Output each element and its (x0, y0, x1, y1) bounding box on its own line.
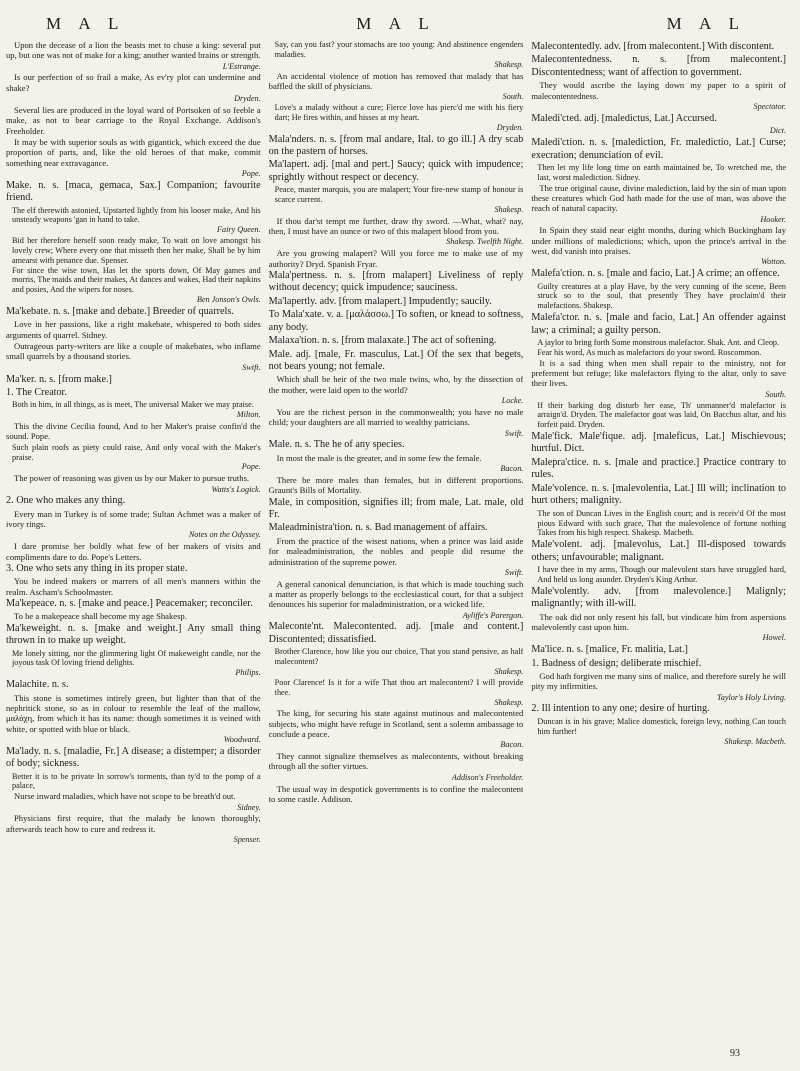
quotation-text: Love in her passions, like a right makebate, whispered to both sides arguments of quarrel. Sidney. (6, 319, 261, 340)
entry-headword: Malachite. n. s. (6, 679, 69, 691)
quotation-text: It may be with superior souls as with gigantick, which exceed the due proportion of parts, and, like the old heroes of that make, commit something near extravagance. (6, 136, 261, 168)
citation-source: Hooker. (760, 214, 786, 224)
verse-quotation: The son of Duncan Lives in the English court; and is receiv'd Of the most pious Edward with such grace, That the malevolence of fortune nothing Takes from his high respect. Shakesp. Macbeth. (537, 508, 786, 538)
entry-headword: Male, in composition, signifies ill; from male, Lat. male, old Fr. (268, 496, 524, 520)
verse-quotation: Guilty creatures at a play Have, by the very cunning of the scene, Been struck so to the soul, that presently They have proclaim'd their malefactions. Shakesp. (537, 281, 786, 311)
quotation-text: They cannot signalize themselves as malecontents, without breaking through all the softer virtues. (268, 751, 524, 772)
citation-source: Shakesp. (494, 667, 524, 676)
entry-headword: Ma'lapertly. adv. [from malapert.] Impudently; saucily. (268, 295, 492, 307)
citation-source: Milton. (236, 410, 261, 420)
citation-source: Shakesp. Macbeth. (724, 736, 786, 746)
header-right: M A L (666, 14, 746, 33)
sense-definition: 2. One who makes any thing. (6, 495, 126, 507)
entry-headword: Male. n. s. The he of any species. (268, 439, 405, 451)
citation-source: Bacon. (500, 464, 524, 474)
entry-headword: Male'volent. adj. [malevolus, Lat.] Ill-disposed towards others; unfavourable; malignant. (531, 539, 786, 563)
verse-quotation: Say, can you fast? your stomachs are too young: And abstinence engenders maladies. (274, 40, 524, 59)
quotation-text: This the divine Cecilia found, And to her Maker's praise confin'd the sound. Pope. (6, 421, 261, 442)
quotation-text: An accidental violence of motion has removed that malady that has baffled the skill of physicians. (268, 70, 524, 91)
citation-source: Howel. (762, 633, 786, 643)
citation-source: Shakesp. (494, 697, 524, 707)
citation-source: Addison's Freeholder. (451, 772, 524, 782)
entry-headword: Ma'lapert. adj. [mal and pert.] Saucy; quick with impudence; sprightly without respect or decency. (268, 159, 524, 183)
citation-source: South. (502, 92, 524, 102)
citation-source: Dict. (769, 126, 786, 136)
verse-quotation: Duncan is in his grave; Malice domestick, foreign levy, nothing Can touch him further! (537, 716, 786, 736)
quotation-text: The true original cause, divine malediction, laid by the sin of man upon these creatures which God hath made for the use of man, was above the reach of natural capacity. (531, 182, 786, 214)
column-2 (269, 40, 524, 1052)
entry-headword: Malecontentedly. adv. [from malecontent.] With discontent. (531, 41, 775, 52)
citation-source: Pope. (241, 462, 261, 472)
verse-quotation: Peace, master marquis, you are malapert; Your fire-new stamp of honour is scarce current. (274, 185, 524, 205)
citation-source: Woodward. (223, 734, 261, 744)
entry-headword: Ma'lice. n. s. [malice, Fr. malitia, Lat.] (531, 644, 688, 656)
quotation-text: To be a makepeace shall become my age Shakesp. (14, 611, 187, 622)
verse-quotation: Fear his word, As much as malefactors do your sword. Roscommon. (537, 347, 762, 357)
citation-source: Shakesp. (494, 204, 524, 214)
quotation-text: I dare promise her boldly what few of her makers of visits and compliments dare to do. Pope's Letters. (6, 541, 261, 562)
verse-quotation: Better it is to be private In sorrow's torments, than ty'd to the pomp of a palace, (12, 771, 261, 791)
verse-quotation: Bid her therefore herself soon ready make, To wait on love amongst his lovely crew; Where every one that misseth then her make, Shall be by him amearst with penance due. Spenser. (12, 236, 261, 265)
quotation-text: If thou dar'st tempt me further, draw thy sword. —What, what? nay, then, I must have an ounce or two of this malapert blood from you. (268, 215, 524, 237)
entry-headword: Male'volence. n. s. [malevolentia, Lat.] Ill will; inclination to hurt others; malignity. (531, 482, 786, 507)
verse-quotation: Poor Clarence! Is it for a wife That thou art malecontent? I will provide thee. (274, 677, 524, 697)
citation-source: Dryden. (496, 122, 524, 132)
quotation-text: A general canonical denunciation, is that which is made touching such a matter as properly belongs to the ecclesiastical court, for that a subject denounces his superior for maladministration, or a wicked life. (268, 578, 524, 610)
quotation-text: Every man in Turkey is of some trade; Sultan Achmet was a maker of ivory rings. (6, 508, 261, 530)
entry-headword: Malepra'ctice. n. s. [male and practice.] Practice contrary to rules. (531, 456, 786, 481)
running-header (6, 8, 786, 40)
quotation-text: Is our perfection of so frail a make, As ev'ry plot can undermine and shake? (6, 72, 261, 93)
verse-quotation: If their barking dog disturb her ease, Th' unmanner'd malefactor is arraign'd. Dryden. The malefactor goat was laid, On Bacchus altar, and his forfeit paid. Dryden. (537, 400, 786, 430)
entry-headword: Malaxa'tion. n. s. [from malaxate.] The act of softening. (268, 335, 497, 347)
citation-source: Bacon. (500, 740, 524, 750)
citation-source: L'Estrange. (222, 61, 261, 71)
header-center: M A L (356, 14, 436, 33)
citation-source: Locke. (501, 396, 524, 406)
citation-source: Notes on the Odyssey. (188, 530, 261, 540)
sense-definition: 1. The Creator. (6, 386, 67, 398)
entry-headword: Maleadministra'tion. n. s. Bad management of affairs. (268, 522, 488, 534)
entry-headword: To Mala'xate. v. a. [μαλάσσω.] To soften, or knead to softness, any body. (268, 309, 524, 333)
entry-headword: Ma'ker. n. s. [from make.] (6, 373, 112, 385)
quotation-text: Outrageous party-writers are like a couple of makebates, who inflame small quarrels by a thousand stories. (6, 341, 261, 362)
entry-headword: Maleconte'nt. Malecontented. adj. [male and content.] Discontented; dissatisfied. (268, 621, 524, 645)
columns (6, 40, 786, 1052)
verse-quotation: Both in him, in all things, as is meet, The universal Maker we may praise. (12, 400, 254, 410)
citation-source: Pope. (241, 168, 261, 178)
citation-source: Ayliffe's Parergon. (462, 610, 524, 620)
citation-source: Fairy Queen. (217, 225, 261, 235)
entry-headword: Maledi'ction. n. s. [malediction, Fr. maledictio, Lat.] Curse; execration; denunciation of evil. (531, 137, 786, 161)
entry-headword: Male'volently. adv. [from malevolence.] Malignly; malignantly; with ill-will. (531, 585, 786, 610)
quotation-text: There be more males than females, but in different proportions. Graunt's Bills of Mortality. (268, 474, 524, 496)
verse-quotation: A jaylor to bring forth Some monstrous malefactor. Shak. Ant. and Cleop. (537, 338, 780, 348)
quotation-text: It is a sad thing when men shall repair to the ministry, not for preferment but refuge; like malefactors flying to the altar, only to save their lives. (531, 357, 786, 389)
quotation-text: Upon the decease of a lion the beasts met to chuse a king: several put up, but one was not of make for a king; another wanted brains or strength. (6, 40, 261, 61)
citation-source: Watts's Logick. (211, 484, 261, 494)
citation-source: South. (765, 389, 786, 399)
entry-headword: Male'fick. Male'fique. adj. [maleficus, Lat.] Mischievous; hurtful. Dict. (531, 431, 786, 455)
entry-headword: Ma'lady. n. s. [maladie, Fr.] A disease; a distemper; a disorder of body; sickness. (6, 745, 261, 770)
quotation-text: This stone is sometimes intirely green, but lighter than that of the nephritick stone, so as in colour to resemble the leaf of the mallow, μαλάχη, from which it has its name: though sometimes it is veined with white, or spotted with blue or black. (6, 692, 261, 734)
verse-quotation: Love's a malady without a cure; Fierce love has pierc'd me with his fiery dart; He fires within, and hisses at my heart. (274, 103, 524, 122)
citation-source: Wotton. (761, 257, 786, 267)
citation-source: Spenser. (233, 835, 261, 844)
entry-headword: Make. n. s. [maca, gemaca, Sax.] Companion; favourite friend. (6, 179, 261, 204)
quotation-text: In most the male is the greater, and in some few the female. (276, 452, 482, 463)
entry-headword: Mala'pertness. n. s. [from malapert] Liveliness of reply without decency; quick impudence; sauciness. (268, 269, 524, 294)
citation-source: Shakesp. (494, 59, 524, 69)
verse-quotation: Such plain roofs as piety could raise, And only vocal with the Maker's praise. (12, 442, 261, 462)
column-3 (531, 40, 786, 1052)
citation-source: Shakesp. Twelfth Night. (446, 237, 524, 247)
entry-headword: Malefa'ctor. n. s. [male and facio, Lat.] An offender against law; a criminal; a guilty person. (531, 312, 786, 336)
verse-quotation: The elf therewith astonied, Upstarted lightly from his looser make, And his unsteady weapons 'gan in hand to take. (12, 205, 261, 225)
entry-headword: Malecontentedness. n. s. [from malecontent.] Discontentedness; want of affection to government. (531, 54, 786, 78)
quotation-text: Nurse inward maladies, which have not scope to be breath'd out. (14, 791, 236, 802)
quotation-text: They would ascribe the laying down my paper to a spirit of malecontentedness. (531, 80, 786, 101)
citation-source: Swift. (504, 428, 524, 438)
citation-source: Taylor's Holy Living. (717, 692, 786, 702)
quotation-text: You be indeed makers or marrers of all men's manners within the realm. Ascham's Schoolmaster. (6, 576, 261, 597)
sense-definition: 2. Ill intention to any one; desire of hurting. (531, 703, 710, 715)
quotation-text: The oak did not only resent his fall, but vindicate him from aspersions malevolently cast upon him. (531, 611, 786, 632)
quotation-text: Physicians first require, that the malady be known thoroughly, afterwards teach how to cure and redress it. (6, 813, 261, 834)
citation-source: Swift. (504, 567, 524, 577)
entry-headword: Mala'nders. n. s. [from mal andare, Ital. to go ill.] A dry scab on the pastern of horses. (268, 133, 524, 157)
entry-headword: Maledi'cted. adj. [maledictus, Lat.] Accursed. (531, 112, 717, 124)
quotation-text: Several lies are produced in the loyal ward of Portsoken of so feeble a make, as not to bear carriage to the Royal Exchange. Addison's Freeholder. (6, 104, 261, 136)
entry-headword: Ma'keweight. n. s. [make and weight.] Any small thing thrown in to make up weight. (6, 622, 261, 647)
quotation-text: From the practice of the wisest nations, when a prince was laid aside for maleadministration, the nobles and people did resume the administration of the supreme power. (268, 535, 524, 567)
citation-source: Sidney. (237, 802, 261, 812)
entry-headword: Ma'kebate. n. s. [make and debate.] Breeder of quarrels. (6, 305, 234, 317)
quotation-text: The power of reasoning was given us by our Maker to pursue truths. (14, 473, 250, 484)
entry-headword: Ma'kepeace. n. s. [make and peace.] Peacemaker; reconciler. (6, 597, 253, 609)
quotation-text: You are the richest person in the commonwealth; you have no male child; your daughters are all married to wealthy patricians. (268, 406, 524, 428)
verse-quotation: For since the wise town, Has let the sports down, Of May games and morris, The maids and their makes, At dances and wakes, Had their napkins and posies, And the wipers for noses. (12, 265, 261, 295)
sense-definition: 1. Badness of design; deliberate mischief. (531, 657, 702, 669)
quotation-text: Which shall be heir of the two male twins, who, by the dissection of the mother, were laid open to the world? (268, 374, 524, 395)
entry-headword: Malefa'ction. n. s. [male and facio, Lat.] A crime; an offence. (531, 268, 780, 280)
quotation-text: The usual way in despotick governments is to confine the malecontent to some castle. Addison. (268, 783, 524, 804)
sense-definition: 3. One who sets any thing in its proper state. (6, 562, 188, 574)
citation-source: Spectator. (753, 101, 786, 111)
citation-source: Swift. (242, 362, 261, 372)
quotation-text: Are you growing malapert? Will you force me to make use of my authority? Dryd. Spanish Fryar. (268, 248, 524, 269)
quotation-text: God hath forgiven me many sins of malice, and therefore surely he will pity my infirmities. (531, 670, 786, 692)
citation-source: Ben Jonson's Owls. (196, 295, 261, 305)
verse-quotation: Brother Clarence, how like you our choice, That you stand pensive, as half malecontent? (274, 647, 524, 667)
quotation-text: In Spain they staid near eight months, during which Buckingham lay under millions of maledictions; which, upon the prince's arrival in the west, did vanish into praises. (531, 225, 786, 257)
citation-source: Philips. (235, 668, 261, 678)
verse-quotation: I have thee in my arms, Though our malevolent stars have struggled hard, And held us long asunder. Dryden's King Arthur. (537, 565, 786, 584)
entry-headword: Male. adj. [male, Fr. masculus, Lat.] Of the sex that begets, not bears young; not female. (268, 348, 524, 372)
verse-quotation: Me lonely sitting, nor the glimmering light Of makeweight candle, nor the joyous task Of loving friend delights. (12, 648, 261, 668)
column-1 (6, 40, 261, 1052)
verse-quotation: Then let my life long time on earth maintained be, To wretched me, the last, worst malediction. Sidney. (537, 162, 786, 182)
citation-source: Dryden. (234, 94, 261, 104)
quotation-text: The king, for securing his state against mutinous and malecontented subjects, who might have refuge in Scotland, sent a solemn ambassage to conclude a peace. (268, 708, 524, 739)
page-number: 93 (730, 1048, 740, 1059)
header-left: M A L (46, 14, 126, 33)
